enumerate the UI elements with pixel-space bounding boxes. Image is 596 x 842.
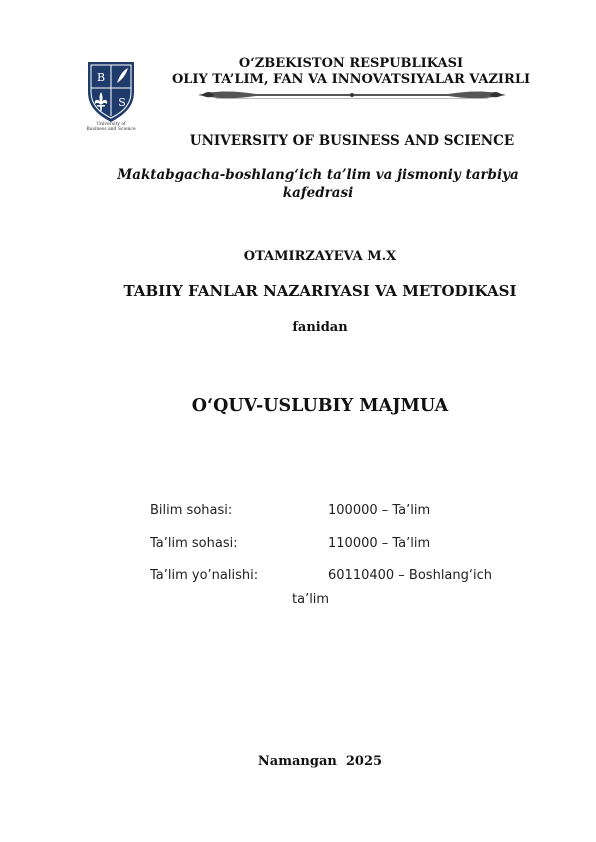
footer-city: Namangan [257, 754, 337, 769]
meta-label-talim-sohasi: Ta’lim sohasi: [150, 536, 238, 551]
meta-value-talim-sohasi: 110000 – Ta’lim [328, 536, 431, 551]
logo-caption-line2: Business and Science [86, 127, 136, 132]
subject-suffix: fanidan [292, 320, 348, 335]
logo-letter-s: S [118, 96, 126, 109]
ministry-line2: OLIY TA’LIM, FAN VA INNOVATSIYALAR VAZIRLI [171, 72, 531, 87]
footer-place-year [0, 754, 596, 769]
meta-value-bilim: 100000 – Ta’lim [328, 503, 431, 518]
department-line1: Maktabgacha-boshlang‘ich ta’lim va jismoniy tarbiya [117, 167, 519, 183]
logo-letter-b: B [96, 71, 106, 84]
ministry-line1: O‘ZBEKISTON RESPUBLIKASI [238, 56, 464, 71]
subject-title: TABIIY FANLAR NAZARIYASI VA METODIKASI [123, 282, 517, 300]
meta-label-yonalish: Ta’lim yo’nalishi: [150, 568, 259, 583]
meta-value-yonalish-cont: ta’lim [292, 592, 330, 607]
meta-value-yonalish: 60110400 – Boshlang‘ich [328, 568, 493, 583]
author-name: OTAMIRZAYEVA M.X [243, 249, 397, 264]
logo-caption [72, 122, 150, 132]
meta-label-bilim: Bilim sohasi: [150, 503, 233, 518]
shield-logo-icon [84, 58, 138, 124]
department-name [90, 166, 546, 202]
department-line2: kafedrasi [282, 185, 354, 201]
ornament-divider-icon [196, 88, 508, 102]
university-name: UNIVERSITY OF BUSINESS AND SCIENCE [189, 133, 515, 149]
document-title: O‘QUV-USLUBIY MAJMUA [191, 396, 449, 416]
logo-caption-line1: University of [96, 122, 126, 127]
footer-year: 2025 [345, 754, 383, 769]
